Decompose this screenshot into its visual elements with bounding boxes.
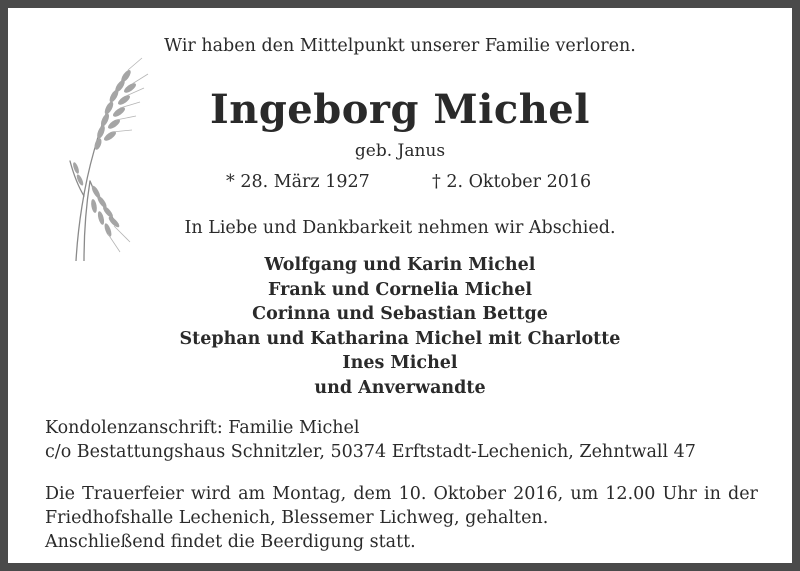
ceremony-info	[45, 482, 758, 554]
death-date: † 2. Oktober 2016	[432, 172, 592, 192]
ceremony-word: der	[728, 484, 758, 504]
ceremony-word: dem	[353, 484, 392, 504]
mourner-item: Ines Michel	[342, 353, 458, 373]
address-line: Kondolenzanschrift: Familie Michel	[45, 418, 360, 438]
maiden-name: geb. Janus	[354, 141, 446, 161]
ceremony-word: Montag,	[272, 484, 347, 504]
ceremony-word: Oktober	[433, 484, 506, 504]
ceremony-word: Uhr	[662, 484, 697, 504]
birth-date: * 28. März 1927	[226, 172, 370, 192]
intro-text: Wir haben den Mittelpunkt unserer Familie verloren.	[164, 36, 636, 56]
ceremony-word: am	[238, 484, 266, 504]
mourner-item: und Anverwandte	[314, 377, 486, 398]
ceremony-word: 12.00	[605, 484, 656, 504]
deceased-name: Ingeborg Michel	[210, 86, 590, 133]
ceremony-word: 10.	[398, 484, 427, 504]
ceremony-word: wird	[190, 484, 231, 504]
ceremony-line: Anschließend findet die Beerdigung statt.	[45, 532, 416, 552]
mourner-item: Corinna und Sebastian Bettge	[252, 304, 548, 324]
address-line: c/o Bestattungshaus Schnitzler, 50374 Erftstadt-Lechenich, Zehntwall 47	[45, 442, 696, 462]
mourners-list	[8, 253, 792, 400]
mourner-item: Stephan und Katharina Michel mit Charlotte	[179, 328, 621, 349]
condolence-address	[45, 416, 696, 464]
ceremony-word: Trauerfeier	[82, 484, 184, 504]
ceremony-line: Friedhofshalle Lechenich, Blessemer Lichweg, gehalten.	[45, 508, 549, 528]
mourner-item: Wolfgang und Karin Michel	[264, 255, 536, 275]
farewell-text: In Liebe und Dankbarkeit nehmen wir Abschied.	[184, 218, 616, 238]
ceremony-word: um	[570, 484, 599, 504]
mourner-item: Frank und Cornelia Michel	[268, 279, 532, 300]
ceremony-word: Die	[45, 484, 75, 504]
ceremony-line	[45, 482, 758, 506]
ceremony-word: 2016,	[513, 484, 564, 504]
ceremony-word: in	[704, 484, 721, 504]
